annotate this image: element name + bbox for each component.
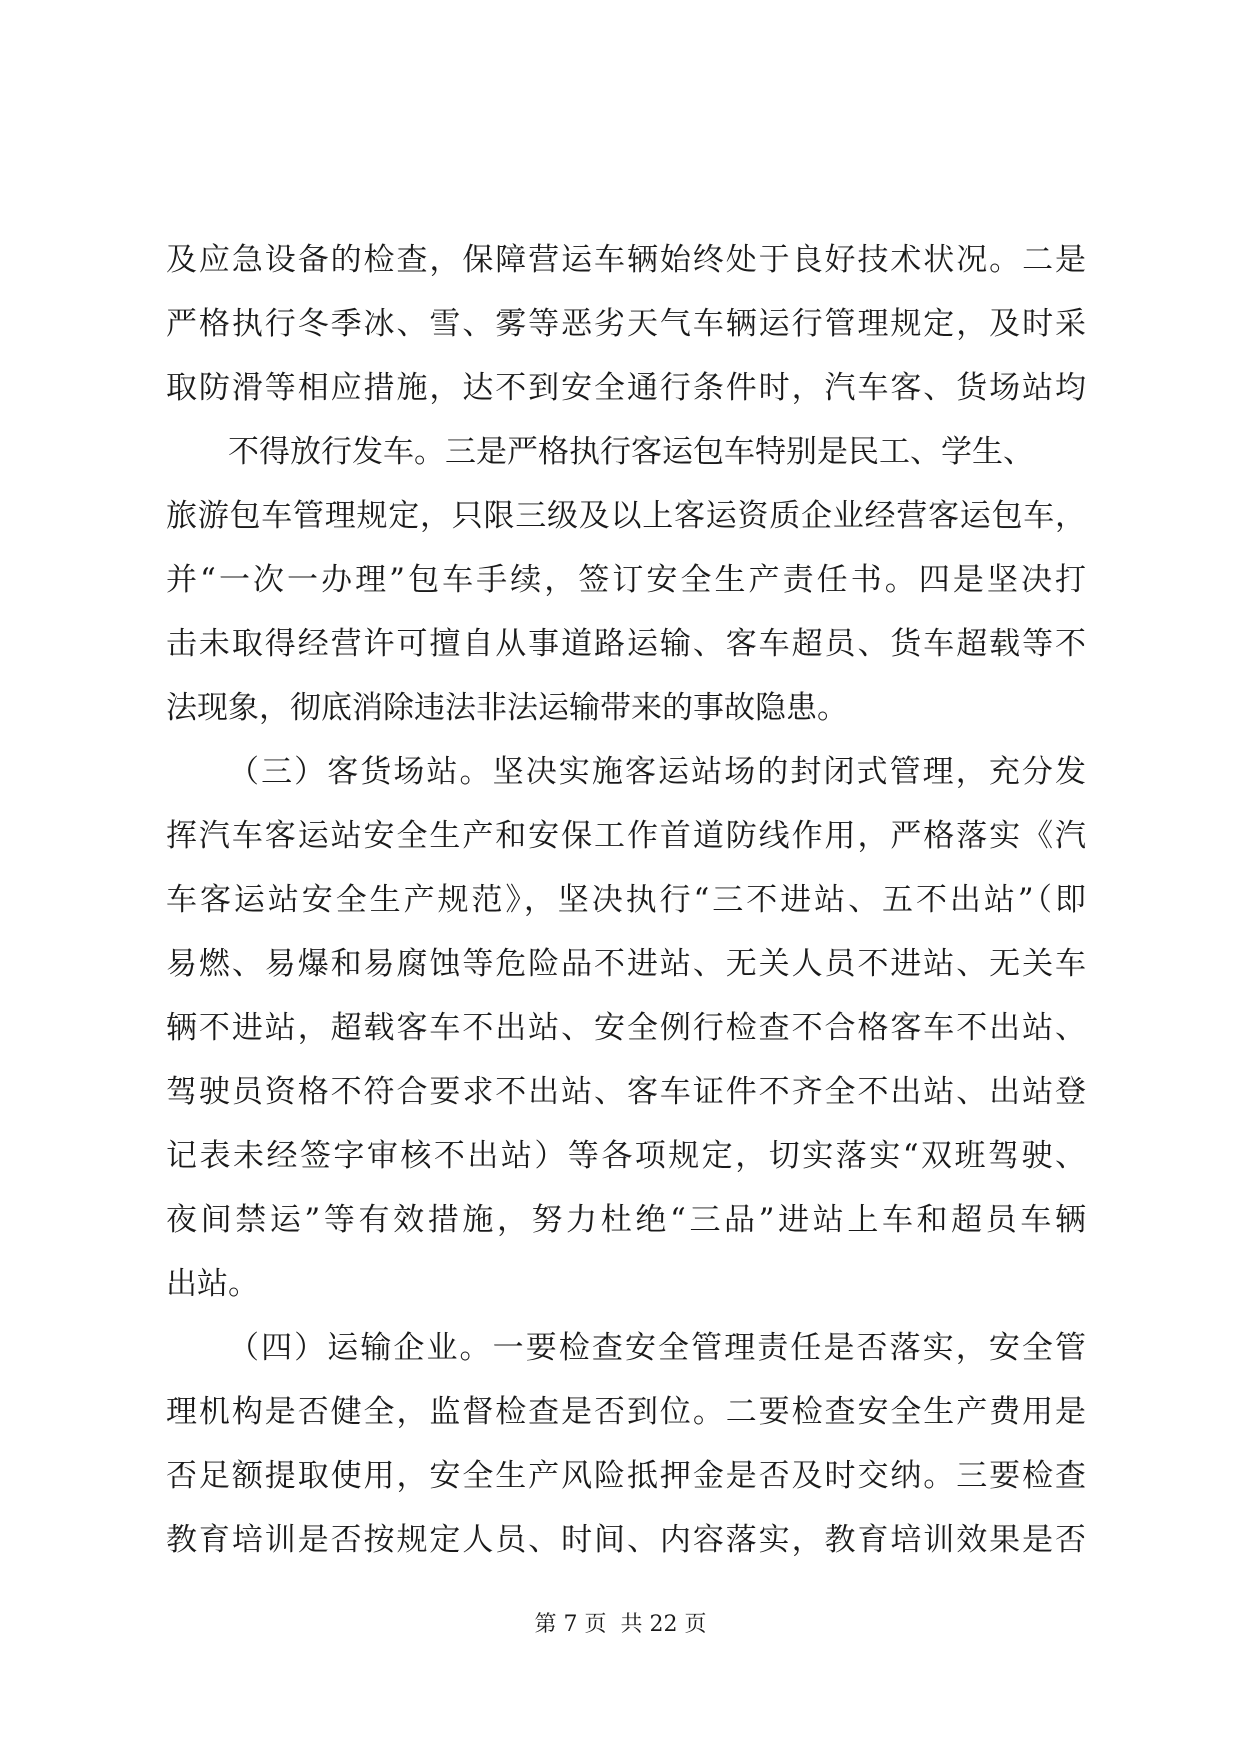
text-line: 夜间禁运”等有效措施，努力杜绝“三品”进站上车和超员车辆 [166, 1202, 1086, 1238]
text-line: 旅游包车管理规定，只限三级及以上客运资质企业经营客运包车， [166, 498, 1086, 534]
text-line: 并“一次一办理”包车手续，签订安全生产责任书。四是坚决打 [166, 562, 1086, 598]
text-line: 记表未经签字审核不出站）等各项规定，切实落实“双班驾驶、 [166, 1138, 1086, 1174]
text-line: 车客运站安全生产规范》，坚决执行“三不进站、五不出站”（即 [166, 882, 1086, 918]
text-line: （四）运输企业。一要检查安全管理责任是否落实，安全管 [228, 1330, 1086, 1366]
page-footer [0, 1610, 1241, 1640]
text-line: 教育培训是否按规定人员、时间、内容落实，教育培训效果是否 [166, 1522, 1086, 1558]
text-line: 出站。 [166, 1266, 259, 1302]
page-number: 第 7 页 共 22 页 [534, 1612, 707, 1637]
text-line: 不得放行发车。三是严格执行客运包车特别是民工、学生、 [228, 434, 1034, 470]
text-line: 易燃、易爆和易腐蚀等危险品不进站、无关人员不进站、无关车 [166, 946, 1086, 982]
text-line: 否足额提取使用，安全生产风险抵押金是否及时交纳。三要检查 [166, 1458, 1086, 1494]
text-line: 法现象，彻底消除违法非法运输带来的事故隐患。 [166, 690, 848, 726]
text-line: 理机构是否健全，监督检查是否到位。二要检查安全生产费用是 [166, 1394, 1086, 1430]
text-line: （三）客货场站。坚决实施客运站场的封闭式管理，充分发 [228, 754, 1086, 790]
text-line: 取防滑等相应措施，达不到安全通行条件时，汽车客、货场站均 [166, 370, 1086, 406]
text-line: 挥汽车客运站安全生产和安保工作首道防线作用，严格落实《汽 [166, 818, 1086, 854]
body-text [166, 228, 1086, 1572]
text-line: 严格执行冬季冰、雪、雾等恶劣天气车辆运行管理规定，及时采 [166, 306, 1086, 342]
text-line: 辆不进站，超载客车不出站、安全例行检查不合格客车不出站、 [166, 1010, 1086, 1046]
text-line: 及应急设备的检查，保障营运车辆始终处于良好技术状况。二是 [166, 242, 1086, 278]
text-line: 击未取得经营许可擅自从事道路运输、客车超员、货车超载等不 [166, 626, 1086, 662]
text-line: 驾驶员资格不符合要求不出站、客车证件不齐全不出站、出站登 [166, 1074, 1086, 1110]
